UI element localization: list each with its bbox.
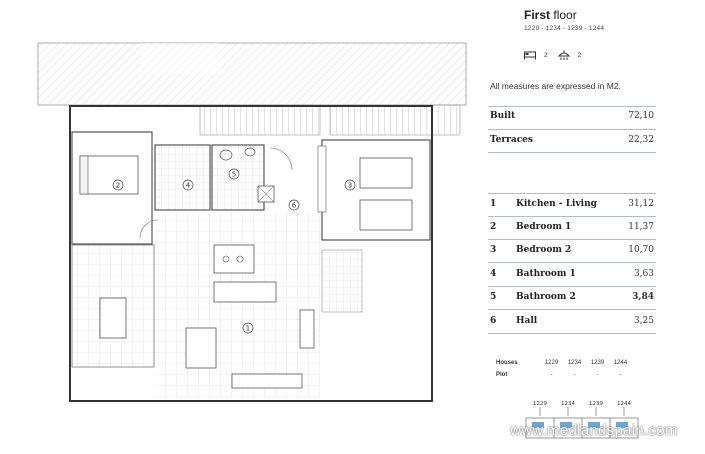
watermark: www.medlandspain.com xyxy=(510,422,678,439)
rule xyxy=(488,286,656,287)
rule xyxy=(488,129,656,130)
shower-icon xyxy=(558,50,570,61)
site-label: 1244 xyxy=(617,401,631,407)
roof-area xyxy=(38,43,466,105)
page-title xyxy=(524,8,577,22)
rule xyxy=(488,106,656,107)
bed-2a xyxy=(360,158,412,188)
rule xyxy=(488,333,656,334)
terrace-table xyxy=(100,298,126,338)
bed-2b xyxy=(360,200,412,230)
rule xyxy=(488,262,656,263)
bathrooms-count: 2 xyxy=(577,52,582,59)
summary-row-built: Built 72,10 xyxy=(490,111,654,121)
sofa xyxy=(214,282,276,302)
plot-row: Plot - - - - xyxy=(496,372,622,378)
bed-1 xyxy=(80,156,138,194)
room-counts xyxy=(524,50,589,61)
plan-label-5: 5 xyxy=(231,170,237,179)
room-row: 5 Bathroom 2 3,84 xyxy=(490,292,654,302)
room-row: 3 Bedroom 2 10,70 xyxy=(490,245,654,255)
plan-label-2: 2 xyxy=(115,181,121,190)
bed-icon xyxy=(524,51,536,60)
kitchen-counter xyxy=(232,374,302,388)
plan-label-4: 4 xyxy=(185,181,191,190)
room-row: 6 Hall 3,25 xyxy=(490,316,654,326)
plan-label-6: 6 xyxy=(291,201,297,210)
info-panel xyxy=(486,0,701,454)
room-row: 4 Bathroom 1 3,63 xyxy=(490,269,654,279)
plan-label-1: 1 xyxy=(245,324,251,333)
site-label: 1234 xyxy=(561,401,575,407)
title-bold: First xyxy=(524,8,551,22)
bedrooms-count: 2 xyxy=(544,52,548,59)
rule xyxy=(488,239,656,240)
room-row: 1 Kitchen - Living 31,12 xyxy=(490,199,654,209)
rule xyxy=(488,216,656,217)
houses-line: 1229 - 1234 - 1239 - 1244 xyxy=(524,25,605,32)
dining-table xyxy=(186,328,216,368)
room-row: 2 Bedroom 1 11,37 xyxy=(490,222,654,232)
houses-table xyxy=(496,357,632,381)
site-label: 1239 xyxy=(589,401,603,407)
living-floor xyxy=(155,212,320,397)
kitchen-island xyxy=(214,245,254,273)
houses-row: Houses 1229 1234 1239 1244 xyxy=(496,360,628,366)
plan-label-3: 3 xyxy=(347,181,353,190)
rule xyxy=(488,193,656,194)
summary-row-terraces: Terraces 22,32 xyxy=(490,135,654,145)
site-label: 1229 xyxy=(533,401,547,407)
rule xyxy=(488,309,656,310)
measures-note: All measures are expressed in M2. xyxy=(490,81,621,91)
title-rest: floor xyxy=(553,8,577,22)
rule xyxy=(488,152,656,153)
